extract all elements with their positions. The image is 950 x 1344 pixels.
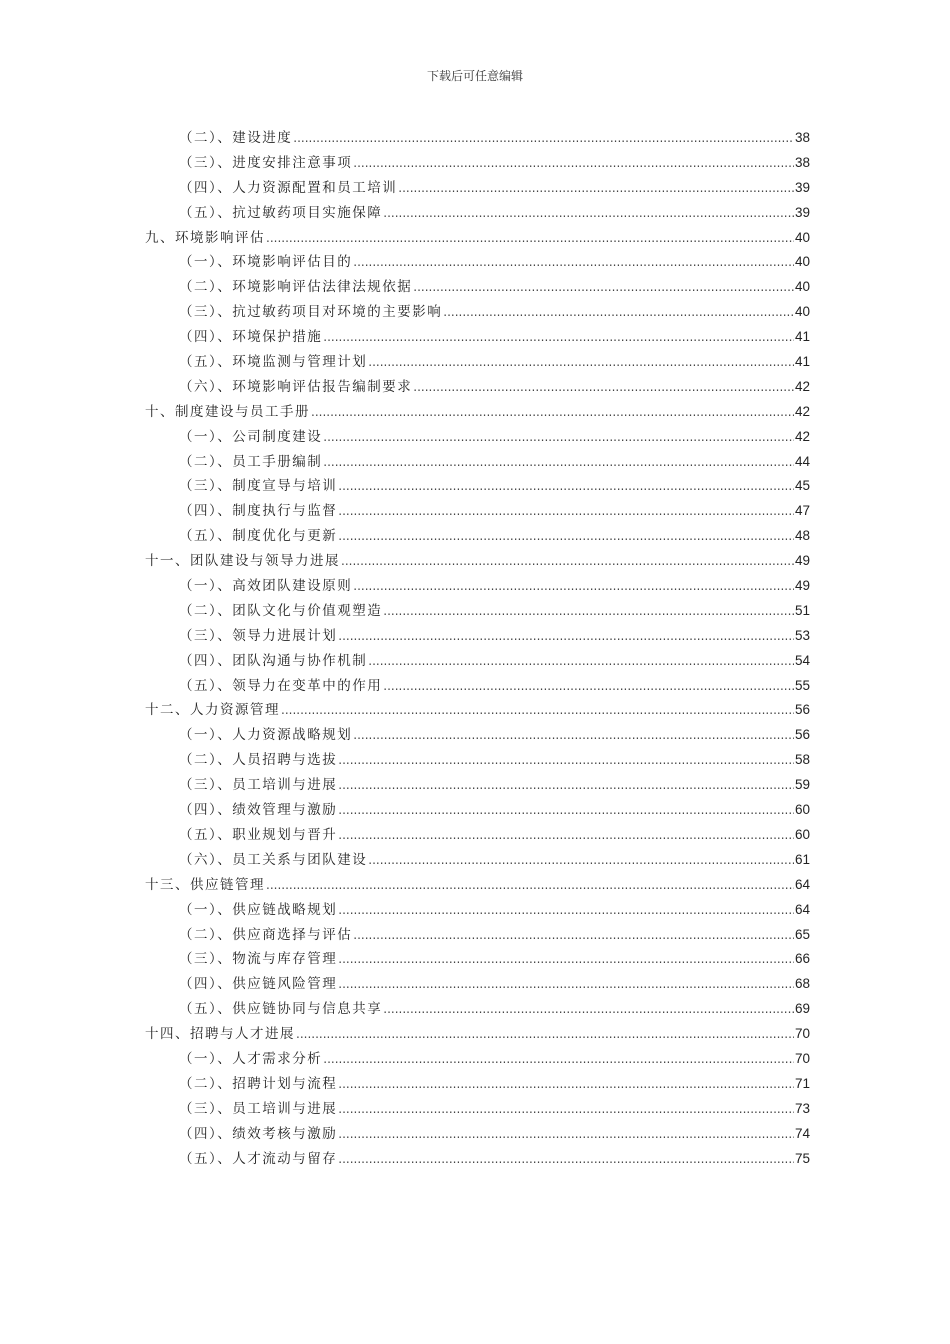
toc-entry-title: 十、制度建设与员工手册: [145, 403, 310, 420]
toc-chapter-entry[interactable]: [145, 549, 810, 574]
toc-dot-leader: [353, 928, 794, 942]
toc-dot-leader: [413, 280, 794, 294]
toc-page-number: 75: [794, 1150, 810, 1166]
toc-page-number: 56: [794, 727, 810, 743]
toc-section-entry[interactable]: [145, 375, 810, 400]
toc-dot-leader: [398, 181, 794, 195]
toc-dot-leader: [338, 1077, 794, 1091]
toc-page-number: 48: [794, 528, 810, 544]
toc-entry-title: （三）、制度宣导与培训: [179, 478, 338, 495]
toc-page-number: 60: [794, 802, 810, 818]
toc-section-entry[interactable]: [145, 176, 810, 201]
toc-entry-title: （一）、人力资源战略规划: [179, 727, 353, 744]
toc-page-number: 44: [794, 453, 810, 469]
toc-dot-leader: [323, 330, 794, 344]
toc-section-entry[interactable]: [145, 350, 810, 375]
toc-dot-leader: [338, 529, 794, 543]
toc-page-number: 41: [794, 329, 810, 345]
toc-section-entry[interactable]: [145, 848, 810, 873]
toc-entry-title: （三）、抗过敏药项目对环境的主要影响: [179, 304, 443, 321]
toc-dot-leader: [368, 853, 794, 867]
toc-page-number: 61: [794, 851, 810, 867]
toc-page-number: 40: [794, 229, 810, 245]
toc-dot-leader: [353, 579, 794, 593]
toc-entry-title: （四）、绩效管理与激励: [179, 802, 338, 819]
toc-entry-title: 九、环境影响评估: [145, 229, 265, 246]
toc-dot-leader: [338, 504, 794, 518]
toc-dot-leader: [266, 231, 794, 245]
toc-entry-title: （五）、环境监测与管理计划: [179, 354, 368, 371]
toc-chapter-entry[interactable]: [145, 698, 810, 723]
toc-entry-title: （五）、领导力在变革中的作用: [179, 677, 383, 694]
toc-page-number: 64: [794, 876, 810, 892]
toc-section-entry[interactable]: [145, 524, 810, 549]
toc-entry-title: （五）、职业规划与晋升: [179, 826, 338, 843]
toc-page-number: 45: [794, 478, 810, 494]
toc-chapter-entry[interactable]: [145, 1022, 810, 1047]
toc-page-number: 39: [794, 204, 810, 220]
toc-section-entry[interactable]: [145, 1122, 810, 1147]
toc-entry-title: （三）、员工培训与进展: [179, 777, 338, 794]
toc-page-number: 71: [794, 1075, 810, 1091]
toc-dot-leader: [353, 156, 794, 170]
toc-page-number: 70: [794, 1050, 810, 1066]
toc-chapter-entry[interactable]: [145, 400, 810, 425]
toc-page-number: 42: [794, 428, 810, 444]
toc-entry-title: （三）、领导力进展计划: [179, 627, 338, 644]
toc-section-entry[interactable]: [145, 201, 810, 226]
toc-entry-title: （四）、制度执行与监督: [179, 503, 338, 520]
toc-entry-title: 十四、招聘与人才进展: [145, 1026, 295, 1043]
toc-section-entry[interactable]: [145, 1047, 810, 1072]
toc-page-number: 38: [794, 130, 810, 145]
toc-page-number: 58: [794, 752, 810, 768]
toc-entry-title: （三）、物流与库存管理: [179, 951, 338, 968]
toc-section-entry[interactable]: [145, 126, 810, 151]
toc-section-entry[interactable]: [145, 674, 810, 699]
toc-entry-title: 十三、供应链管理: [145, 876, 265, 893]
toc-section-entry[interactable]: [145, 425, 810, 450]
toc-entry-title: （一）、公司制度建设: [179, 428, 323, 445]
toc-entry-title: 十一、团队建设与领导力进展: [145, 553, 340, 570]
toc-chapter-entry[interactable]: [145, 873, 810, 898]
toc-page-number: 69: [794, 1001, 810, 1017]
toc-page-number: 66: [794, 951, 810, 967]
toc-entry-title: （三）、员工培训与进展: [179, 1100, 338, 1117]
toc-entry-title: （六）、环境影响评估报告编制要求: [179, 378, 413, 395]
toc-section-entry[interactable]: [145, 325, 810, 350]
toc-dot-leader: [338, 629, 794, 643]
toc-entry-title: （一）、高效团队建设原则: [179, 578, 353, 595]
toc-section-entry[interactable]: [145, 972, 810, 997]
toc-dot-leader: [338, 1102, 794, 1116]
toc-section-entry[interactable]: [145, 1097, 810, 1122]
toc-section-entry[interactable]: [145, 947, 810, 972]
toc-entry-title: （五）、供应链协同与信息共享: [179, 1001, 383, 1018]
toc-section-entry[interactable]: [145, 450, 810, 475]
toc-entry-title: （二）、建设进度: [179, 130, 293, 146]
toc-dot-leader: [338, 828, 794, 842]
toc-dot-leader: [338, 753, 794, 767]
toc-section-entry[interactable]: [145, 898, 810, 923]
toc-entry-title: （二）、招聘计划与流程: [179, 1075, 338, 1092]
toc-page-number: 40: [794, 254, 810, 270]
toc-dot-leader: [353, 728, 794, 742]
toc-section-entry[interactable]: [145, 250, 810, 275]
toc-entry-title: （二）、员工手册编制: [179, 453, 323, 470]
toc-entry-title: （四）、供应链风险管理: [179, 976, 338, 993]
toc-page-number: 49: [794, 578, 810, 594]
toc-chapter-entry[interactable]: [145, 226, 810, 251]
toc-entry-title: （二）、供应商选择与评估: [179, 926, 353, 943]
toc-section-entry[interactable]: [145, 649, 810, 674]
toc-section-entry[interactable]: [145, 773, 810, 798]
toc-section-entry[interactable]: [145, 275, 810, 300]
toc-dot-leader: [341, 554, 794, 568]
toc-section-entry[interactable]: [145, 599, 810, 624]
toc-page-number: 55: [794, 677, 810, 693]
toc-dot-leader: [383, 604, 794, 618]
toc-page-number: 53: [794, 627, 810, 643]
toc-page-number: 49: [794, 553, 810, 569]
toc-dot-leader: [323, 1052, 794, 1066]
toc-entry-title: （二）、环境影响评估法律法规依据: [179, 279, 413, 296]
toc-dot-leader: [338, 977, 794, 991]
toc-dot-leader: [443, 305, 794, 319]
toc-page-number: 73: [794, 1100, 810, 1116]
toc-entry-title: （四）、环境保护措施: [179, 329, 323, 346]
toc-section-entry[interactable]: [145, 723, 810, 748]
toc-page-number: 41: [794, 354, 810, 370]
toc-page-number: 39: [794, 179, 810, 195]
toc-entry-title: （一）、供应链战略规划: [179, 901, 338, 918]
toc-dot-leader: [266, 878, 794, 892]
toc-page-number: 40: [794, 304, 810, 320]
toc-entry-title: （二）、团队文化与价值观塑造: [179, 602, 383, 619]
toc-page-number: 42: [794, 378, 810, 394]
toc-entry-title: （一）、人才需求分析: [179, 1050, 323, 1067]
toc-dot-leader: [368, 355, 794, 369]
toc-page-number: 65: [794, 926, 810, 942]
toc-dot-leader: [413, 380, 794, 394]
toc-dot-leader: [338, 803, 794, 817]
toc-entry-title: （三）、进度安排注意事项: [179, 154, 353, 171]
toc-page-number: 64: [794, 901, 810, 917]
toc-page-number: 60: [794, 826, 810, 842]
toc-section-entry[interactable]: [145, 1072, 810, 1097]
toc-dot-leader: [323, 430, 794, 444]
toc-page-number: 56: [794, 702, 810, 718]
toc-dot-leader: [311, 405, 794, 419]
toc-section-entry[interactable]: [145, 574, 810, 599]
toc-section-entry[interactable]: [145, 300, 810, 325]
toc-page-number: 68: [794, 976, 810, 992]
toc-dot-leader: [293, 131, 794, 145]
toc-dot-leader: [296, 1027, 794, 1041]
toc-page-number: 74: [794, 1125, 810, 1141]
toc-section-entry[interactable]: [145, 798, 810, 823]
toc-dot-leader: [281, 703, 794, 717]
toc-entry-title: （六）、员工关系与团队建设: [179, 851, 368, 868]
toc-dot-leader: [383, 679, 794, 693]
toc-dot-leader: [383, 206, 794, 220]
toc-entry-title: （一）、环境影响评估目的: [179, 254, 353, 271]
toc-page-number: 38: [794, 154, 810, 170]
toc-page-number: 59: [794, 777, 810, 793]
toc-page-number: 70: [794, 1026, 810, 1042]
toc-dot-leader: [383, 1002, 794, 1016]
toc-dot-leader: [338, 1152, 794, 1166]
toc-section-entry[interactable]: [145, 474, 810, 499]
toc-dot-leader: [353, 255, 794, 269]
toc-entry-title: （四）、团队沟通与协作机制: [179, 652, 368, 669]
toc-page-number: 42: [794, 403, 810, 419]
toc-section-entry[interactable]: [145, 499, 810, 524]
toc-section-entry[interactable]: [145, 1147, 810, 1172]
toc-dot-leader: [338, 479, 794, 493]
toc-entry-title: 十二、人力资源管理: [145, 702, 280, 719]
toc-dot-leader: [368, 654, 794, 668]
toc-section-entry[interactable]: [145, 823, 810, 848]
toc-section-entry[interactable]: [145, 624, 810, 649]
toc-dot-leader: [338, 1127, 794, 1141]
toc-dot-leader: [338, 903, 794, 917]
toc-entry-title: （五）、抗过敏药项目实施保障: [179, 204, 383, 221]
toc-section-entry[interactable]: [145, 923, 810, 948]
toc-dot-leader: [338, 778, 794, 792]
toc-entry-title: （二）、人员招聘与选拔: [179, 752, 338, 769]
page-header: 下载后可任意编辑: [426, 69, 523, 83]
toc-entry-title: （四）、绩效考核与激励: [179, 1125, 338, 1142]
toc-dot-leader: [323, 455, 794, 469]
toc-page-number: 40: [794, 279, 810, 295]
toc-entry-title: （四）、人力资源配置和员工培训: [179, 179, 398, 196]
table-of-contents: [145, 126, 810, 1171]
toc-dot-leader: [338, 952, 794, 966]
toc-section-entry[interactable]: [145, 748, 810, 773]
toc-page-number: 51: [794, 602, 810, 618]
toc-entry-title: （五）、人才流动与留存: [179, 1150, 338, 1167]
toc-section-entry[interactable]: [145, 997, 810, 1022]
toc-entry-title: （五）、制度优化与更新: [179, 528, 338, 545]
toc-page-number: 47: [794, 503, 810, 519]
toc-page-number: 54: [794, 652, 810, 668]
toc-section-entry[interactable]: [145, 151, 810, 176]
